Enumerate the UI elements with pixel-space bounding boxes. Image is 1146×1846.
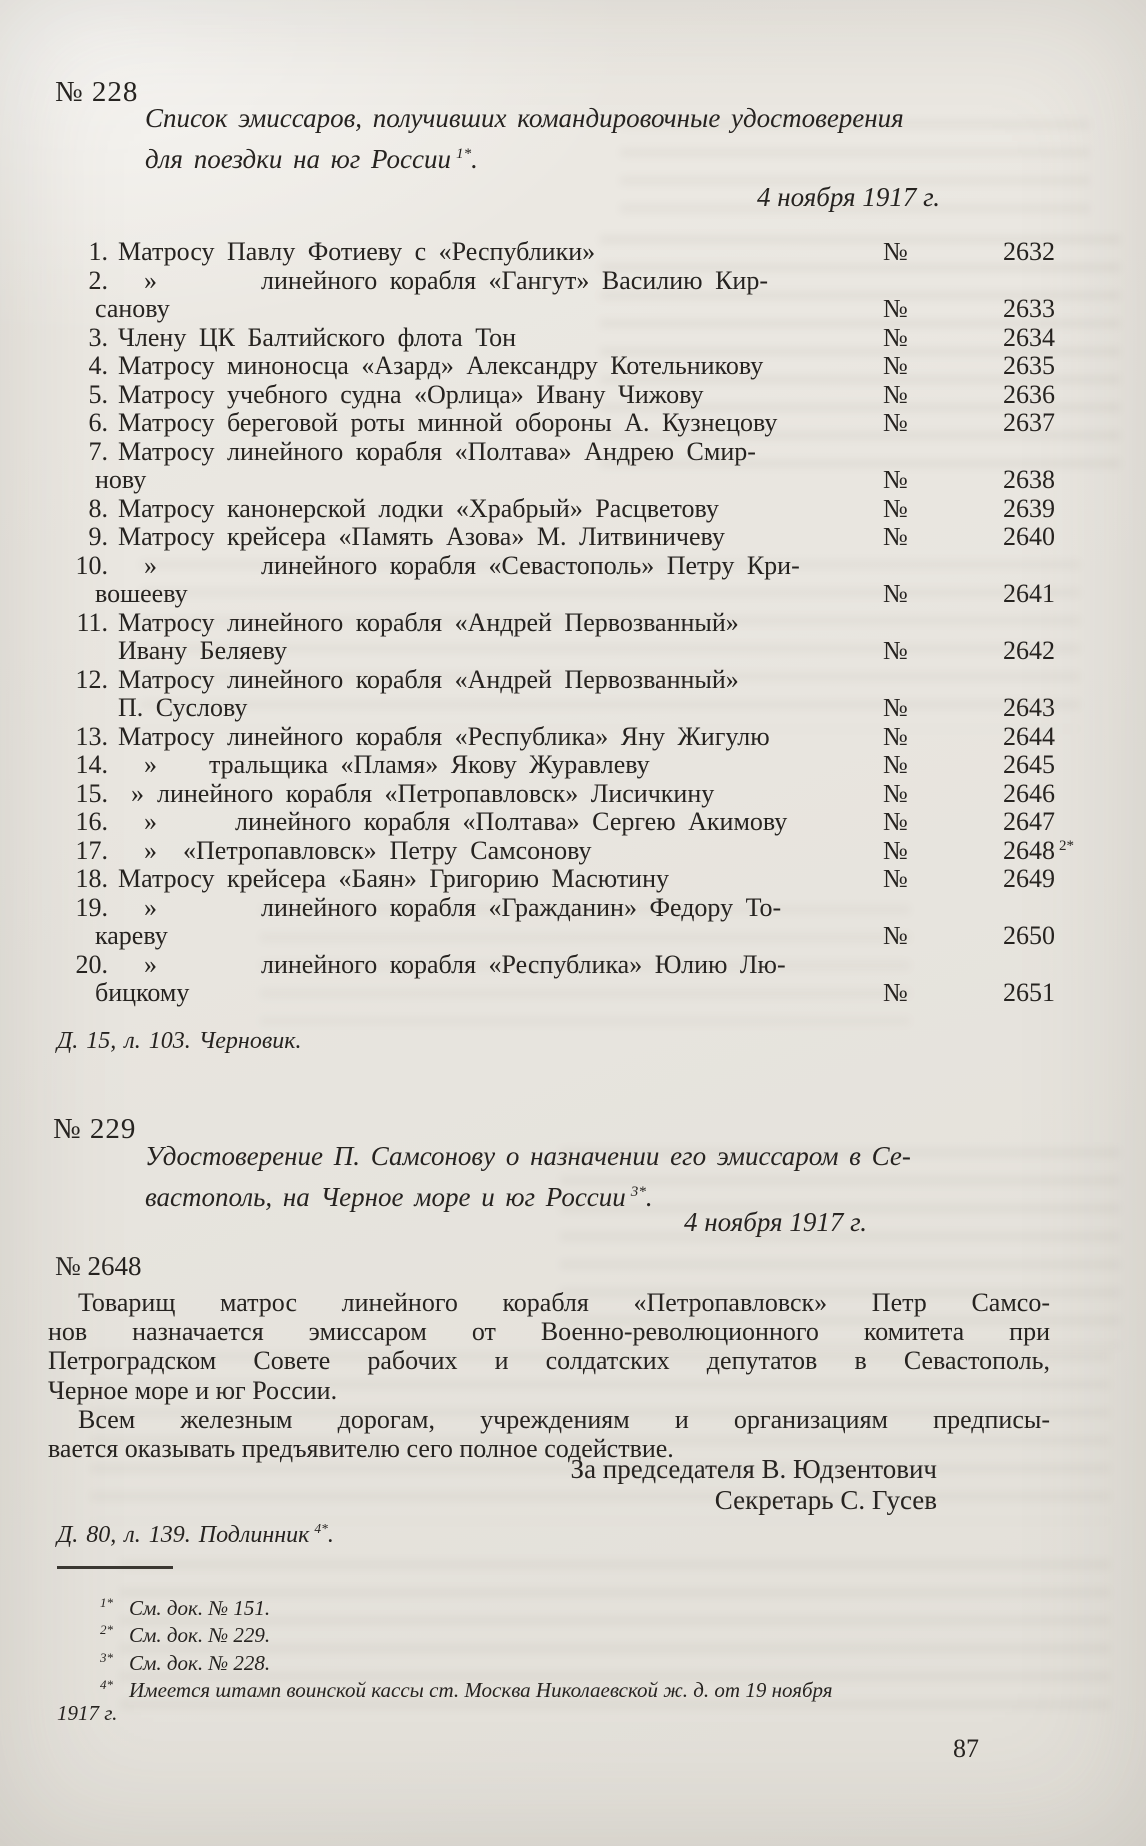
list-item-index: 15. bbox=[75, 778, 108, 808]
list-item-continuation bbox=[55, 637, 1055, 666]
list-item-index: 17. bbox=[75, 835, 108, 865]
list-item-continuation bbox=[55, 466, 1055, 495]
numero-sign: № bbox=[883, 579, 908, 608]
doc229-body bbox=[48, 1288, 1050, 1463]
list-item-index: 6. bbox=[88, 408, 108, 437]
numero-sign: № bbox=[883, 835, 908, 865]
list-item-text: Матросу линейного корабля «Республика» Яну Жигулю bbox=[118, 721, 770, 751]
list-item-index: 14. bbox=[75, 750, 108, 779]
doc228-number-label: № 228 bbox=[55, 76, 139, 108]
doc228-archival-note: Д. 15, л. 103. Черновик. bbox=[57, 1028, 302, 1054]
list-item-text: » линейного корабля «Севастополь» Петру Кри- bbox=[118, 550, 800, 580]
list-item-text-continuation: П. Суслову bbox=[118, 693, 248, 722]
list-item-text: » линейного корабля «Гангут» Василию Кир- bbox=[118, 265, 768, 295]
body-line: Черное море и юг России. bbox=[48, 1375, 338, 1405]
certificate-number-value: 2637 bbox=[1003, 408, 1055, 437]
list-item-index: 8. bbox=[88, 493, 108, 523]
certificate-number bbox=[883, 922, 1055, 951]
certificate-number bbox=[883, 979, 1055, 1008]
doc229-title bbox=[145, 1138, 1065, 1215]
certificate-number bbox=[883, 409, 1055, 438]
list-item-continuation bbox=[55, 979, 1055, 1008]
body-line: Товарищ матрос линейного корабля «Петропавловск» Петр Самсо- bbox=[78, 1288, 1050, 1317]
certificate-number-value: 2648 bbox=[1003, 835, 1055, 865]
numero-sign: № bbox=[883, 921, 908, 950]
certificate-number-value: 2643 bbox=[1003, 693, 1055, 722]
list-item-text-continuation: бицкому bbox=[95, 978, 190, 1007]
list-item-index: 7. bbox=[88, 436, 108, 466]
footnote-item-text-continuation: 1917 г. bbox=[57, 1700, 118, 1725]
list-item bbox=[55, 951, 1055, 980]
footnote-item bbox=[55, 1647, 1075, 1674]
certificate-number bbox=[883, 238, 1055, 267]
footnotes bbox=[55, 1592, 1075, 1724]
list-item-index: 9. bbox=[88, 522, 108, 551]
numero-sign: № bbox=[883, 864, 908, 893]
certificate-number bbox=[883, 495, 1055, 524]
list-item bbox=[55, 723, 1055, 752]
signature-secretary: Секретарь С. Гусев bbox=[714, 1485, 937, 1515]
list-item-text-continuation: Ивану Беляеву bbox=[118, 636, 287, 665]
certificate-number bbox=[883, 835, 1074, 866]
numero-sign: № bbox=[883, 493, 908, 523]
list-item-text-continuation: нову bbox=[95, 465, 147, 494]
certificate-number-value: 2635 bbox=[1003, 351, 1055, 380]
footnote-item-text: См. док. № 229. bbox=[129, 1623, 271, 1648]
numero-sign: № bbox=[883, 322, 908, 352]
doc229-archival-note: Д. 80, л. 139. Подлинник $^{4*}$. bbox=[57, 1521, 334, 1548]
list-item-index: 1. bbox=[88, 237, 108, 266]
list-item bbox=[55, 865, 1055, 894]
footnote-marker-2: 2* bbox=[1059, 837, 1074, 854]
certificate-number-value: 2644 bbox=[1003, 721, 1055, 751]
list-item-continuation bbox=[55, 580, 1055, 609]
list-item-continuation bbox=[55, 295, 1055, 324]
list-item-text: » «Петропавловск» Петру Самсонову bbox=[118, 835, 592, 865]
list-item-index: 16. bbox=[75, 807, 108, 836]
signature-chairman: За председателя В. Юдзентович bbox=[570, 1454, 937, 1484]
certificate-number bbox=[883, 723, 1055, 752]
certificate-number-value: 2649 bbox=[1003, 864, 1055, 893]
list-item-text-continuation: вошееву bbox=[95, 579, 188, 608]
list-item-index: 3. bbox=[88, 322, 108, 352]
list-item-index: 18. bbox=[75, 864, 108, 893]
list-item-text: » линейного корабля «Петропавловск» Лисичкину bbox=[118, 778, 715, 808]
doc229-number-label: № 229 bbox=[53, 1113, 137, 1145]
body-line: Петроградском Совете рабочих и солдатских депутатов в Севастополь, bbox=[48, 1346, 1050, 1376]
numero-sign: № bbox=[883, 465, 908, 494]
certificate-number bbox=[883, 324, 1055, 353]
list-item bbox=[55, 267, 1055, 296]
list-item-continuation bbox=[55, 922, 1055, 951]
certificate-number bbox=[883, 295, 1055, 324]
certificate-number-value: 2639 bbox=[1003, 493, 1055, 523]
list-item-index: 4. bbox=[88, 351, 108, 380]
doc229-certificate-number: № 2648 bbox=[55, 1251, 142, 1281]
list-item-text: Матросу миноносца «Азард» Александру Котельникову bbox=[118, 351, 764, 380]
certificate-number-value: 2632 bbox=[1003, 237, 1055, 266]
list-item bbox=[55, 324, 1055, 353]
footnote-item bbox=[55, 1592, 1075, 1619]
list-item bbox=[55, 751, 1055, 780]
footnote-item-marker: 4* bbox=[100, 1677, 113, 1693]
footnote-item-marker: 3* bbox=[100, 1649, 113, 1665]
certificate-number-value: 2646 bbox=[1003, 778, 1055, 808]
doc228-title-line2: для поездки на юг России $^{1*}$. bbox=[145, 144, 478, 174]
list-item bbox=[55, 409, 1055, 438]
certificate-number-value: 2640 bbox=[1003, 522, 1055, 551]
certificate-number bbox=[883, 865, 1055, 894]
numero-sign: № bbox=[883, 294, 908, 323]
page-number: 87 bbox=[953, 1734, 979, 1763]
list-item-text: Матросу линейного корабля «Андрей Первозванный» bbox=[118, 607, 739, 637]
list-item-text-continuation: санову bbox=[95, 294, 170, 323]
list-item-index: 12. bbox=[75, 664, 108, 694]
list-item bbox=[55, 780, 1055, 809]
footnote-item-marker: 2* bbox=[100, 1622, 113, 1638]
certificate-number bbox=[883, 352, 1055, 381]
numero-sign: № bbox=[883, 978, 908, 1007]
body-line: нов назначается эмиссаром от Военно-революционного комитета при bbox=[48, 1317, 1050, 1347]
certificate-number-value: 2651 bbox=[1003, 978, 1055, 1007]
numero-sign: № bbox=[883, 408, 908, 437]
certificate-number-value: 2633 bbox=[1003, 294, 1055, 323]
list-item-index: 20. bbox=[75, 949, 108, 979]
list-item bbox=[55, 495, 1055, 524]
certificate-number bbox=[883, 580, 1055, 609]
list-item-text: » тральщика «Пламя» Якову Журавлеву bbox=[118, 750, 650, 779]
list-item bbox=[55, 666, 1055, 695]
certificate-number-value: 2638 bbox=[1003, 465, 1055, 494]
numero-sign: № bbox=[883, 778, 908, 808]
list-item-continuation bbox=[55, 694, 1055, 723]
list-item-text: Матросу учебного судна «Орлица» Ивану Чижову bbox=[118, 379, 704, 409]
numero-sign: № bbox=[883, 379, 908, 409]
numero-sign: № bbox=[883, 237, 908, 266]
doc229-title-line1: Удостоверение П. Самсонову о назначении его эмиссаром в Се- bbox=[145, 1141, 911, 1171]
certificate-number-value: 2650 bbox=[1003, 921, 1055, 950]
list-item bbox=[55, 894, 1055, 923]
list-item-text: Матросу крейсера «Баян» Григорию Масютину bbox=[118, 864, 670, 893]
list-item-index: 10. bbox=[75, 550, 108, 580]
list-item-index: 2. bbox=[88, 265, 108, 295]
certificate-number bbox=[883, 780, 1055, 809]
body-line: Всем железным дорогам, учреждениям и организациям предписы- bbox=[78, 1404, 1050, 1434]
certificate-number bbox=[883, 751, 1055, 780]
doc229-date: 4 ноября 1917 г. bbox=[683, 1207, 867, 1237]
list-item-index: 5. bbox=[88, 379, 108, 409]
list-item-text: Матросу Павлу Фотиеву с «Республики» bbox=[118, 237, 596, 266]
list-item-text: Члену ЦК Балтийского флота Тон bbox=[118, 322, 517, 352]
certificate-number-value: 2634 bbox=[1003, 322, 1055, 352]
footnote-marker-1: 1* bbox=[456, 146, 472, 162]
numero-sign: № bbox=[883, 636, 908, 665]
list-item-text: Матросу линейного корабля «Андрей Первозванный» bbox=[118, 664, 739, 694]
list-item-index: 13. bbox=[75, 721, 108, 751]
list-item-index: 11. bbox=[76, 607, 108, 637]
doc228-title bbox=[145, 100, 945, 177]
footnote-item-text: См. док. № 151. bbox=[129, 1596, 271, 1620]
list-item bbox=[55, 438, 1055, 467]
certificate-number-value: 2642 bbox=[1003, 636, 1055, 665]
body-line: вается оказывать предъявителю сего полное содействие. bbox=[48, 1434, 674, 1464]
certificate-number bbox=[883, 523, 1055, 552]
certificate-number bbox=[883, 808, 1055, 837]
numero-sign: № bbox=[883, 807, 908, 836]
numero-sign: № bbox=[883, 693, 908, 722]
list-item bbox=[55, 352, 1055, 381]
list-item bbox=[55, 609, 1055, 638]
certificate-number bbox=[883, 466, 1055, 495]
list-item-text: » линейного корабля «Республика» Юлию Лю- bbox=[118, 949, 786, 979]
footnote-divider bbox=[57, 1566, 173, 1569]
certificate-number-value: 2641 bbox=[1003, 579, 1055, 608]
doc228-date: 4 ноября 1917 г. bbox=[756, 182, 940, 212]
list-item-text: Матросу береговой роты минной обороны А. Кузнецову bbox=[118, 408, 778, 437]
doc229-signatures bbox=[571, 1454, 937, 1516]
list-item-index: 19. bbox=[75, 892, 108, 922]
certificate-number bbox=[883, 694, 1055, 723]
list-item-text: Матросу линейного корабля «Полтава» Андрею Смир- bbox=[118, 436, 756, 466]
list-item-text-continuation: кареву bbox=[95, 921, 168, 950]
footnote-item bbox=[55, 1674, 1075, 1701]
footnote-item-marker: 1* bbox=[100, 1595, 113, 1610]
numero-sign: № bbox=[883, 522, 908, 551]
footnote-item-text: Имеется штамп воинской кассы ст. Москва Николаевской ж. д. от 19 ноября bbox=[129, 1678, 833, 1703]
certificate-number-value: 2636 bbox=[1003, 379, 1055, 409]
list-item-text: Матросу канонерской лодки «Храбрый» Расцветову bbox=[118, 493, 719, 523]
certificate-number bbox=[883, 381, 1055, 410]
list-item bbox=[55, 808, 1055, 837]
list-item-text: » линейного корабля «Гражданин» Федору То- bbox=[118, 892, 782, 922]
footnote-marker-4: 4* bbox=[314, 1521, 328, 1536]
list-item bbox=[55, 238, 1055, 267]
list-item bbox=[55, 835, 1074, 866]
footnote-item bbox=[55, 1619, 1075, 1646]
doc229-title-line2: вастополь, на Черное море и юг России $^{3*}$. bbox=[145, 1182, 653, 1212]
numero-sign: № bbox=[883, 351, 908, 380]
emissary-list bbox=[55, 237, 1074, 1008]
list-item bbox=[55, 552, 1055, 581]
certificate-number bbox=[883, 637, 1055, 666]
certificate-number-value: 2647 bbox=[1003, 807, 1055, 836]
list-item-text: Матросу крейсера «Память Азова» М. Литвиничеву bbox=[118, 522, 725, 551]
footnote-marker-3: 3* bbox=[630, 1184, 646, 1200]
numero-sign: № bbox=[883, 750, 908, 779]
numero-sign: № bbox=[883, 721, 908, 751]
footnote-item-text: См. док. № 228. bbox=[129, 1650, 271, 1675]
list-item bbox=[55, 523, 1055, 552]
list-item-text: » линейного корабля «Полтава» Сергею Акимову bbox=[118, 807, 788, 836]
list-item bbox=[55, 381, 1055, 410]
doc228-title-line1: Список эмиссаров, получивших командировочные удостоверения bbox=[145, 103, 904, 133]
certificate-number-value: 2645 bbox=[1003, 750, 1055, 779]
